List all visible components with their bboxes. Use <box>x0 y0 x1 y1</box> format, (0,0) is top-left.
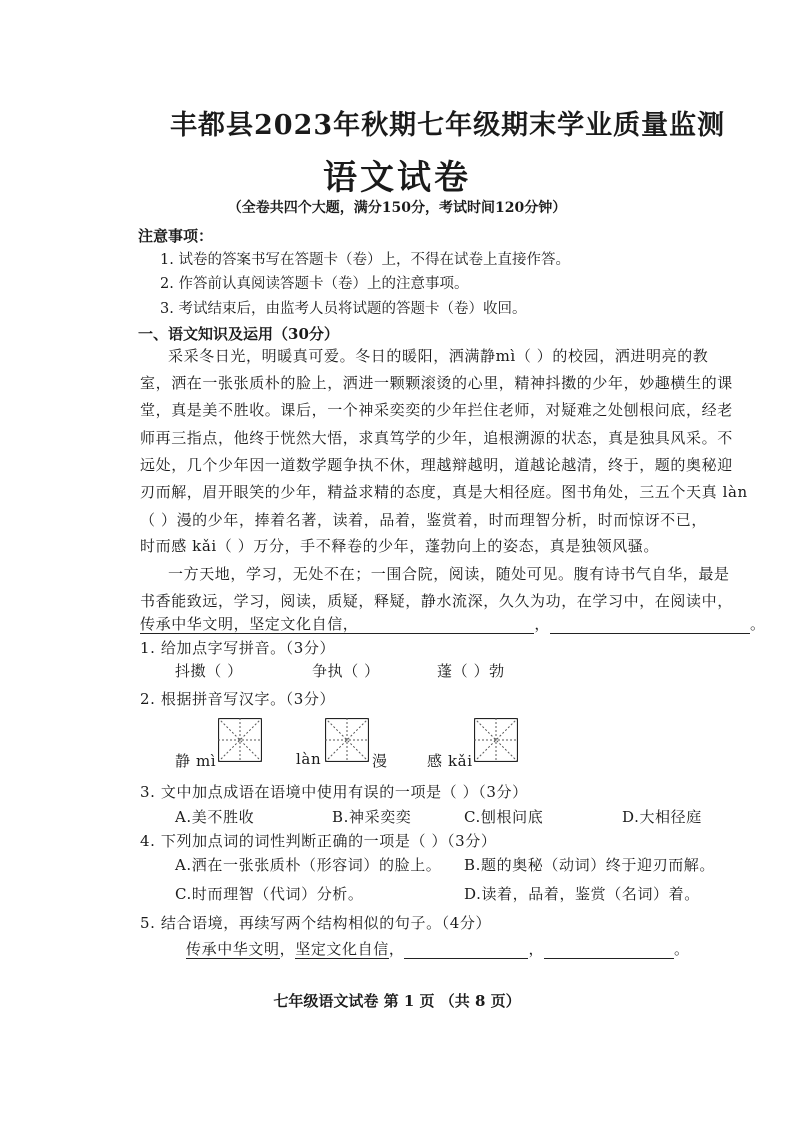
q1-item-1: 抖擞（ ） <box>175 662 243 680</box>
q1-stem: 1. 给加点字写拼音。（3分） <box>140 639 336 657</box>
q3-option-c: C.刨根问底 <box>464 808 544 826</box>
q5-sentence-b: 坚定文化自信 <box>295 940 389 958</box>
blank-line-2[interactable] <box>550 617 750 634</box>
exam-title: 丰都县2023年秋期七年级期末学业质量监测 <box>170 110 726 141</box>
q3-option-d: D.大相径庭 <box>622 808 702 826</box>
passage-line-8: 时而感 kǎi（ ）万分，手不释卷的少年，蓬勃向上的姿态，真是独领风骚。 <box>140 537 659 555</box>
passage-line-10: 书香能致远，学习，阅读，质疑，释疑，静水流深，久久为功，在学习中，在阅读中， <box>140 592 733 610</box>
writing-grid-3[interactable] <box>474 718 518 762</box>
writing-grid-1[interactable] <box>218 718 262 762</box>
section-1-heading: 一、语文知识及运用（30分） <box>138 325 339 343</box>
q5-blank-1[interactable] <box>404 942 528 959</box>
passage-line-3: 堂，真是美不胜收。课后，一个神采奕奕的少年拦住老师，对疑难之处刨根问底，经老 <box>140 401 733 419</box>
q4-stem: 4. 下列加点词的词性判断正确的一项是（ ）（3分） <box>140 832 497 850</box>
blank-line-1[interactable] <box>358 617 534 634</box>
q3-stem: 3. 文中加点成语在语境中使用有误的一项是（ ）（3分） <box>140 783 528 801</box>
passage-line-5: 远处，几个少年因一道数学题争执不休，理越辩越明，道越论越清，终于，题的奥秘迎 <box>140 456 733 474</box>
q2-item-2: làn <box>296 750 322 768</box>
q2-item-3: 漫 <box>372 752 388 770</box>
q4-option-d: D.读着，品着，鉴赏（名词）着。 <box>464 885 700 903</box>
q3-option-a: A.美不胜收 <box>175 808 255 826</box>
q1-item-2: 争执（ ） <box>312 662 380 680</box>
passage-line-7: （ ）漫的少年，捧着名著，读着，品着，鉴赏着，时而理智分析，时而惊讶不已， <box>140 511 707 529</box>
q4-option-b: B.题的奥秘（动词）终于迎刃而解。 <box>464 856 715 874</box>
passage-line-9: 一方天地，学习，无处不在；一围合院，阅读，随处可见。腹有诗书气自华，最是 <box>168 565 730 583</box>
passage-line-2: 室，洒在一张张质朴的脸上，洒进一颗颗滚烫的心里，精神抖擞的少年，妙趣横生的课 <box>140 374 733 392</box>
notice-item-3: 3. 考试结束后，由监考人员将试题的答题卡（卷）收回。 <box>160 301 527 317</box>
q5-sentence-a: 传承中华文明 <box>186 940 280 958</box>
q3-option-b: B.神采奕奕 <box>332 808 412 826</box>
page-footer: 七年级语文试卷 第 1 页 （共 8 页） <box>273 992 521 1010</box>
q2-stem: 2. 根据拼音写汉字。（3分） <box>140 690 336 708</box>
passage-line-4: 师再三指点，他终于恍然大悟，求真笃学的少年，追根溯源的状态，真是独具风采。不 <box>140 429 733 447</box>
passage-last-line: 传承中华文明，坚定文化自信， ， 。 <box>140 615 766 633</box>
q2-item-1: 静 mì <box>175 752 217 770</box>
passage-line-1: 采采冬日光，明暖真可爱。冬日的暖阳，洒满静mì（ ）的校园，洒进明亮的教 <box>168 347 709 365</box>
q5-stem: 5. 结合语境，再续写两个结构相似的句子。（4分） <box>140 914 492 932</box>
q5-blank-2[interactable] <box>544 942 674 959</box>
notice-item-2: 2. 作答前认真阅读答题卡（卷）上的注意事项。 <box>160 276 469 292</box>
notice-item-1: 1. 试卷的答案书写在答题卡（卷）上，不得在试卷上直接作答。 <box>160 252 570 268</box>
exam-subject-title: 语文试卷 <box>323 158 471 198</box>
passage-line-6: 刃而解，眉开眼笑的少年，精益求精的态度，真是大相径庭。图书角处，三五个天真 làn <box>140 483 748 501</box>
q4-option-a: A.洒在一张张质朴（形容词）的脸上。 <box>175 856 442 874</box>
exam-info: （全卷共四个大题，满分150分，考试时间120分钟） <box>227 200 567 216</box>
writing-grid-2[interactable] <box>325 718 369 762</box>
q1-item-3: 蓬（ ）勃 <box>437 662 505 680</box>
q5-answer-line: 传承中华文明，坚定文化自信， ， 。 <box>186 940 690 958</box>
passage-last-line-text: 传承中华文明，坚定文化自信， <box>140 615 359 633</box>
notice-heading: 注意事项： <box>138 227 214 245</box>
q4-option-c: C.时而理智（代词）分析。 <box>175 885 364 903</box>
q2-item-4: 感 kǎi <box>427 752 473 770</box>
